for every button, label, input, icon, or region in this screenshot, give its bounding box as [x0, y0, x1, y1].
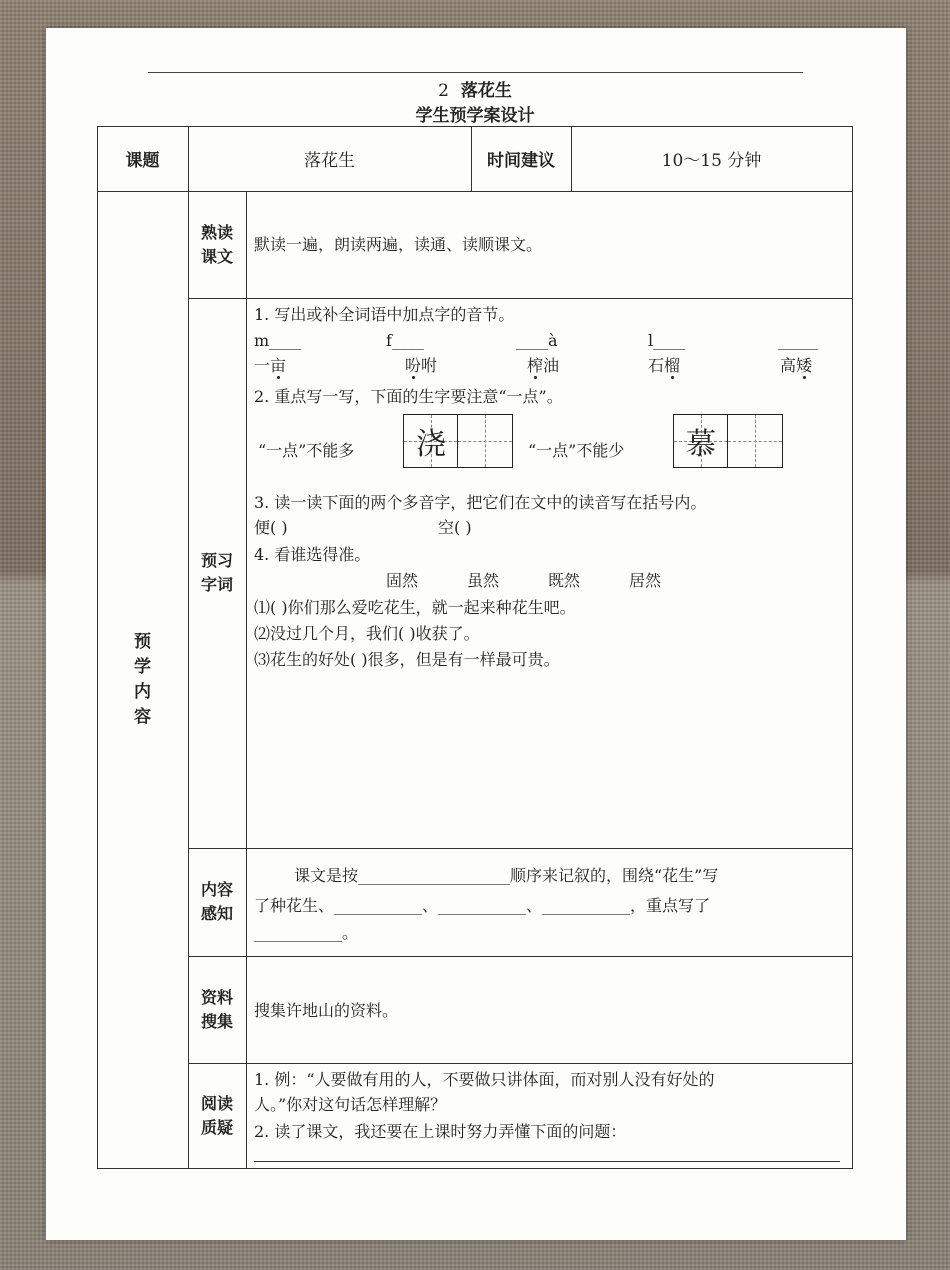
worksheet-subtitle: 学生预学案设计 [415, 106, 535, 126]
characters-label: 预习 字词 [200, 551, 233, 594]
lesson-number: 2 [438, 81, 449, 101]
sample-char-mu: 慕 [686, 427, 716, 462]
word-4: 石榴 [648, 356, 681, 375]
pinyin-blank-2[interactable]: f____ [386, 331, 424, 350]
content-line-2[interactable]: 了种花生、___________、___________、___________，重点写了 [254, 896, 711, 915]
option-1: 固然 [386, 571, 419, 590]
lesson-title [0, 76, 950, 101]
sentence-3[interactable]: ⑶花生的好处( )很多，但是有一样最可贵。 [254, 650, 560, 669]
option-2: 虽然 [467, 571, 500, 590]
polyphone-bian[interactable]: 便( ) [254, 518, 288, 537]
content-label: 内容 感知 [200, 880, 233, 923]
sample-char-jiao: 浇 [416, 427, 446, 462]
questions-line-2: 人。”你对这句话怎样理解？ [254, 1095, 447, 1114]
materials-content: 搜集许地山的资料。 [254, 1001, 399, 1020]
polyphone-kong[interactable]: 空( ) [438, 518, 472, 537]
writing-question: 2. 重点写一写，下面的生字要注意“一点”。 [254, 387, 563, 406]
pinyin-blank-1[interactable]: m____ [254, 331, 302, 350]
topic-label: 课题 [125, 151, 160, 171]
questions-line-1: 1. 例：“人要做有用的人，不要做只讲体面，而对别人没有好处的 [254, 1070, 715, 1089]
topic-value: 落花生 [304, 151, 355, 171]
writing-grid-right[interactable] [673, 414, 783, 468]
content-line-3[interactable]: ___________。 [254, 923, 359, 942]
pinyin-blank-3[interactable]: ____à [516, 331, 558, 350]
questions-line-3: 2. 读了课文，我还要在上课时努力弄懂下面的问题： [254, 1122, 627, 1141]
section-label: 预 学 内 容 [134, 631, 151, 727]
writing-grid-left[interactable] [403, 414, 513, 468]
pinyin-blank-5[interactable]: _____ [778, 331, 818, 350]
content-line-1[interactable]: 课文是按___________________顺序来记叙的，围绕“花生”写 [294, 866, 719, 885]
questions-label: 阅读 质疑 [200, 1093, 233, 1137]
questions-answer-line[interactable] [254, 1161, 840, 1162]
pinyin-blank-4[interactable]: l____ [648, 331, 686, 350]
lesson-name: 落花生 [460, 81, 512, 101]
time-label: 时间建议 [487, 151, 555, 171]
word-5: 高矮 [780, 356, 813, 375]
no-extra-dot-label: “一点”不能多 [258, 441, 355, 460]
reading-content: 默读一遍，朗读两遍，读通、读顺课文。 [254, 235, 543, 254]
materials-label: 资料 搜集 [200, 987, 233, 1031]
sentence-1[interactable]: ⑴( )你们那么爱吃花生，就一起来种花生吧。 [254, 598, 576, 617]
word-2: 吩咐 [405, 356, 438, 375]
no-missing-dot-label: “一点”不能少 [528, 441, 625, 460]
choice-question: 4. 看谁选得准。 [254, 545, 371, 564]
sentence-2[interactable]: ⑵没过几个月，我们( )收获了。 [254, 624, 480, 643]
option-4: 居然 [629, 571, 662, 590]
reading-label: 熟读 课文 [200, 222, 233, 266]
polyphone-question: 3. 读一读下面的两个多音字，把它们在文中的读音写在括号内。 [254, 493, 707, 512]
word-3: 榨油 [527, 356, 560, 375]
pinyin-question: 1. 写出或补全词语中加点字的音节。 [254, 305, 515, 324]
time-value: 10～15 分钟 [661, 151, 762, 171]
header-rule [148, 72, 803, 73]
word-1: 一亩 [254, 356, 287, 375]
option-3: 既然 [548, 571, 581, 590]
